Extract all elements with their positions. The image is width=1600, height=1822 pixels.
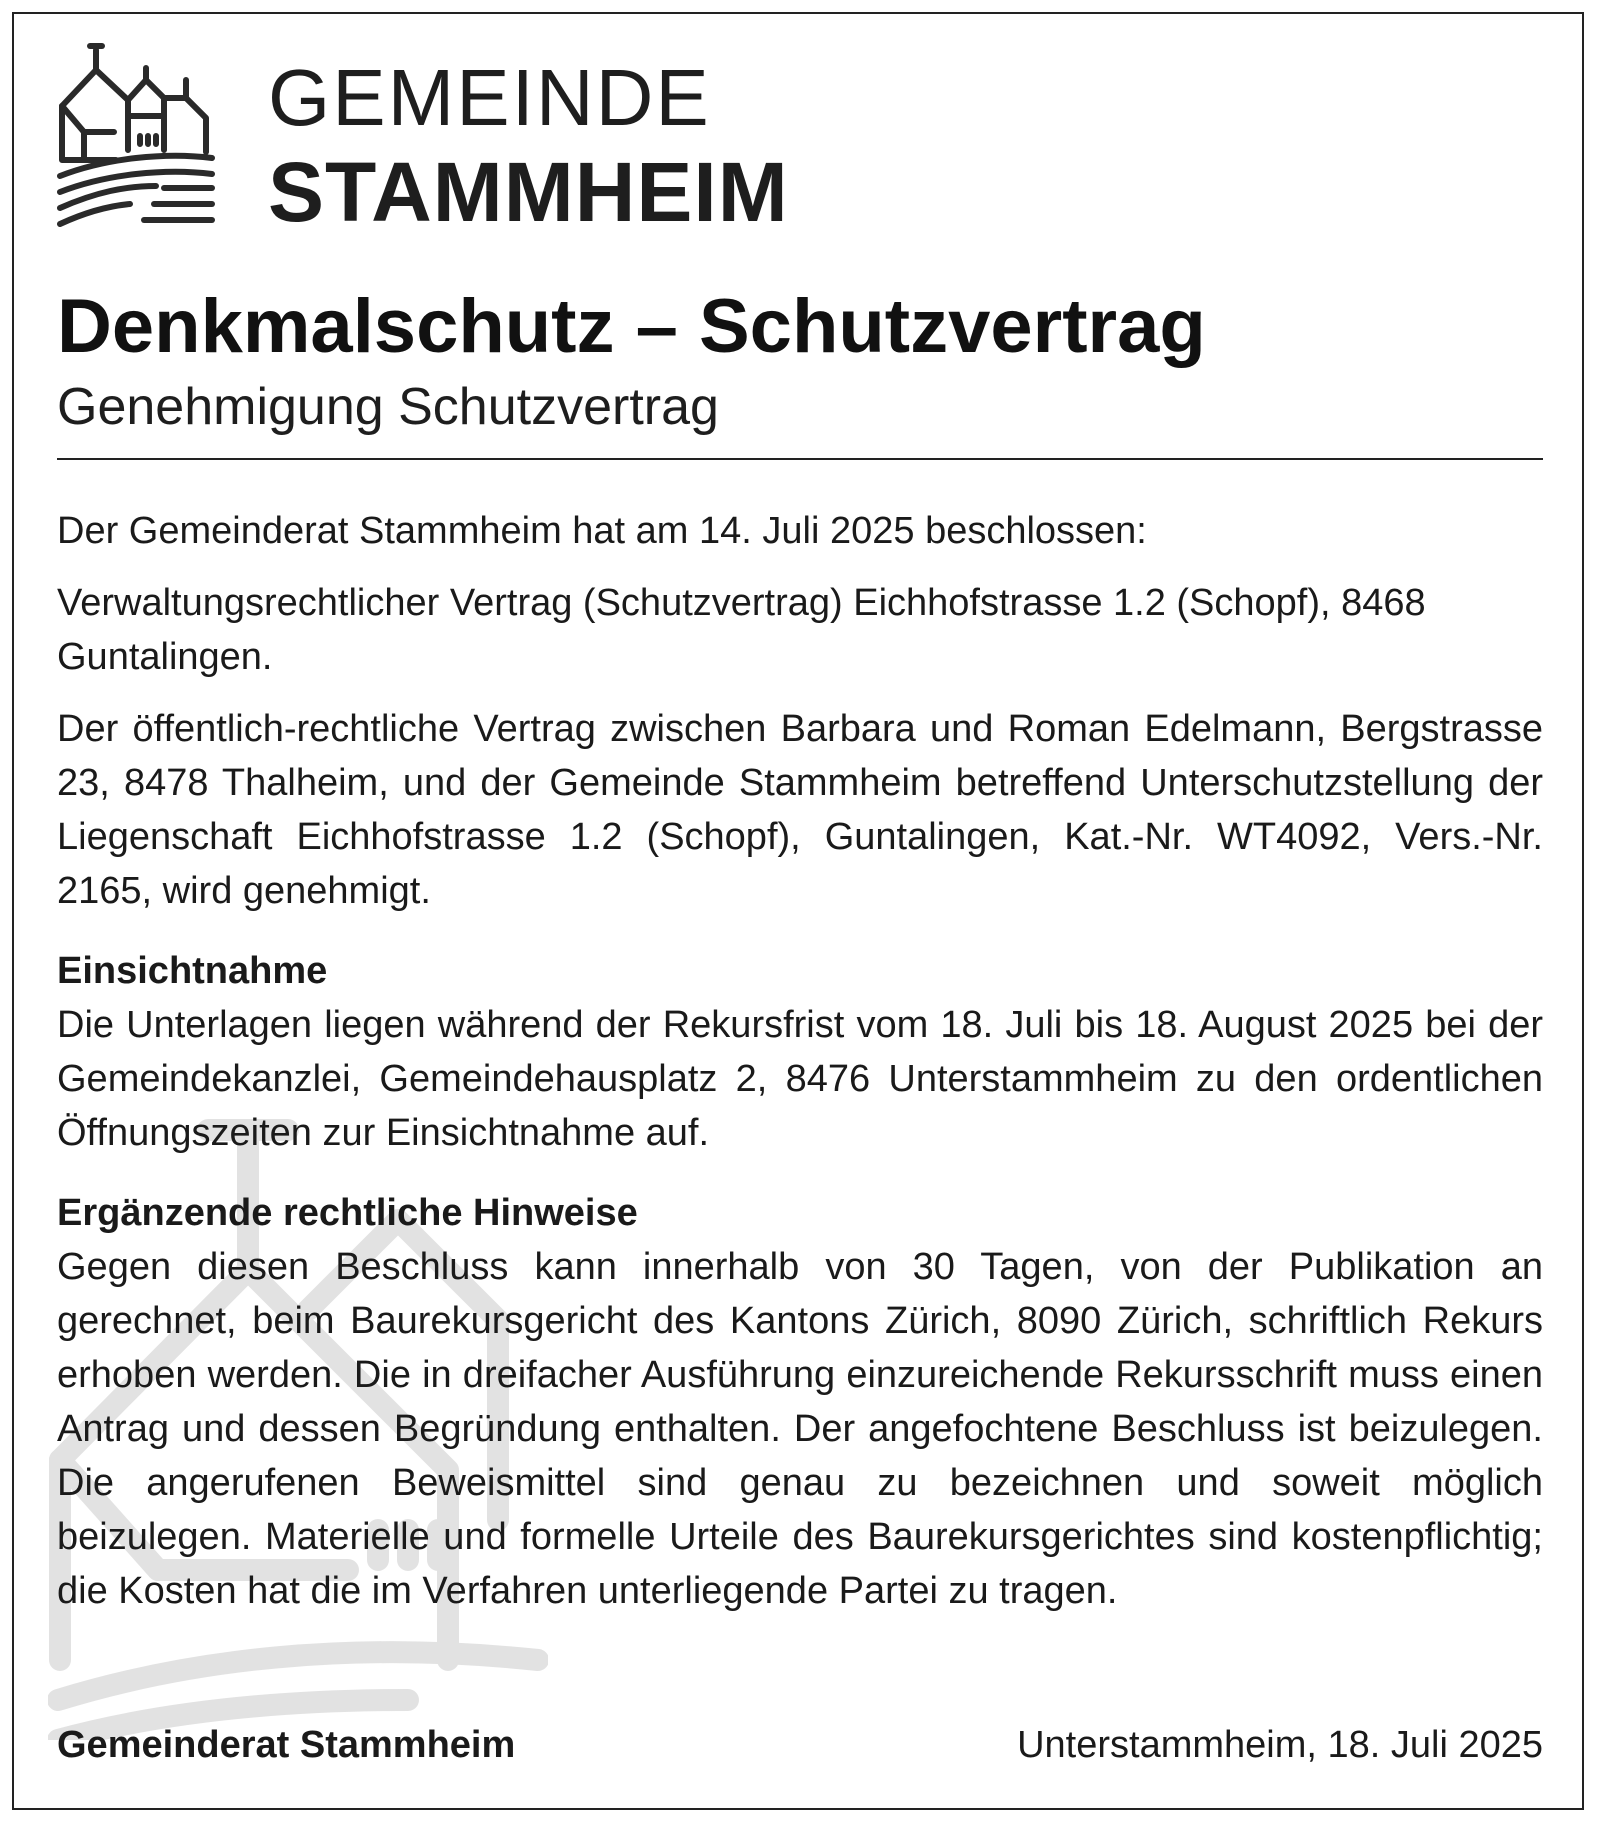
signatory: Gemeinderat Stammheim xyxy=(57,1724,516,1766)
contract-subject-paragraph: Verwaltungsrechtlicher Vertrag (Schutzvertrag) Eichhofstrasse 1.2 (Schopf), 8468 Guntalingen. xyxy=(57,582,1426,679)
decision-paragraph: Der öffentlich-rechtliche Vertrag zwischen Barbara und Roman Edelmann, Bergstrasse 23, 8478 Thalheim, und der Gemeinde Stammheim betreffend Unterschutzstellung der Liegenschaft Eichhofstrasse 1.2 (Schopf), Guntalingen, Kat.-Nr. WT4092, Vers.-Nr. 2165, wird genehmigt. xyxy=(57,708,1543,913)
place-date: Unterstammheim, 18. Juli 2025 xyxy=(1017,1724,1543,1766)
notice-content xyxy=(57,286,1543,1636)
castle-vineyard-logo-icon xyxy=(56,40,216,230)
intro-paragraph: Der Gemeinderat Stammheim hat am 14. Juli 2025 beschlossen: xyxy=(57,510,1147,553)
legal-heading: Ergänzende rechtliche Hinweise xyxy=(57,1192,638,1235)
notice-title: Denkmalschutz – Schutzvertrag xyxy=(57,284,1206,369)
signature-line xyxy=(57,1718,1543,1772)
inspection-paragraph: Die Unterlagen liegen während der Rekursfrist vom 18. Juli bis 18. August 2025 bei der Gemeindekanzlei, Gemeindehausplatz 2, 8476 Unterstammheim zu den ordentlichen Öffnungszeiten zur Einsichtnahme auf. xyxy=(57,1004,1543,1155)
wordmark-line-stammheim: STAMMHEIM xyxy=(268,145,789,239)
wordmark-line-gemeinde: GEMEINDE xyxy=(268,53,711,142)
legal-paragraph: Gegen diesen Beschluss kann innerhalb von 30 Tagen, von der Publikation an gerechnet, beim Baurekursgericht des Kantons Zürich, 8090 Zürich, schriftlich Rekurs erhoben werden. Die in dreifacher Ausführung einzureichende Rekursschrift muss einen Antrag und dessen Begründung enthalten. Der angefochtene Beschluss ist beizulegen. Die angerufenen Beweismittel sind genau zu bezeichnen und soweit möglich beizulegen. Materielle und formelle Urteile des Baurekursgerichtes sind kostenpflichtig; die Kosten hat die im Verfahren unterliegende Partei zu tragen. xyxy=(57,1246,1543,1613)
wordmark xyxy=(268,53,789,239)
inspection-heading: Einsichtnahme xyxy=(57,950,328,993)
notice-subtitle: Genehmigung Schutzvertrag xyxy=(57,378,719,437)
divider xyxy=(57,458,1543,460)
